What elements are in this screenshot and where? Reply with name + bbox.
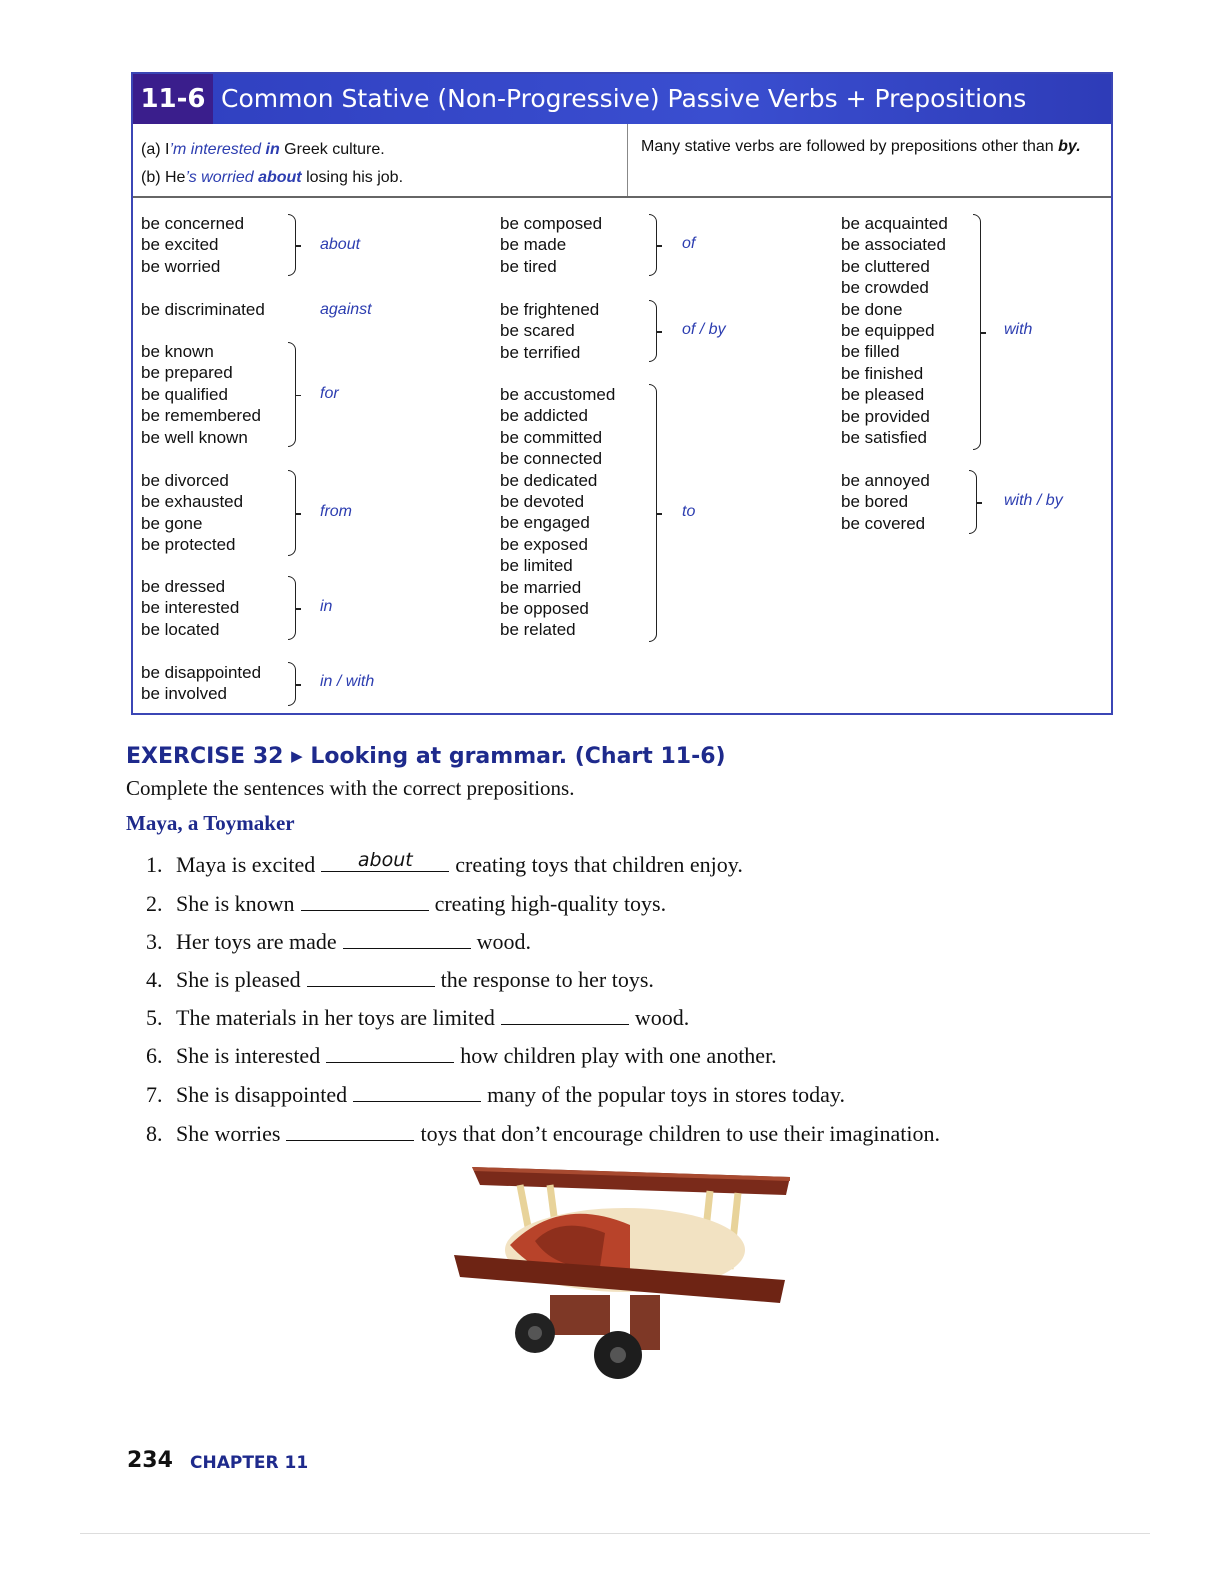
- verb-item: be done: [841, 299, 903, 319]
- verb-item: be crowded: [841, 278, 929, 298]
- sentence-number: 6.: [146, 1043, 163, 1068]
- sentence-number: 3.: [146, 929, 163, 954]
- verb-group-of-by: [500, 299, 599, 363]
- example-a-verb: ’m interested: [169, 141, 262, 158]
- example-b-label: (b) He: [141, 169, 186, 186]
- verb-item: be scared: [500, 321, 575, 341]
- answer-blank[interactable]: [286, 1120, 414, 1141]
- verb-item: be filled: [841, 342, 900, 362]
- verb-item: be disappointed: [141, 663, 262, 682]
- example-a-label: (a) I: [141, 141, 170, 158]
- brace: [288, 342, 296, 447]
- prep-to: to: [682, 503, 696, 520]
- answer-blank[interactable]: [343, 928, 471, 949]
- example-a: [141, 136, 403, 164]
- prep-with-by: with / by: [1004, 492, 1063, 509]
- verb-item: be concerned: [141, 214, 245, 233]
- sentence-after: how children play with one another.: [460, 1043, 777, 1068]
- sentence-after: the response to her toys.: [440, 967, 654, 992]
- verb-item: be engaged: [500, 513, 590, 533]
- verb-item: be annoyed: [841, 471, 930, 490]
- sentence-after: wood.: [634, 1005, 690, 1030]
- verb-item: be provided: [841, 406, 930, 426]
- verb-item: be cluttered: [841, 256, 930, 276]
- verb-item: be bored: [841, 492, 909, 512]
- chapter-label: CHAPTER 11: [190, 1453, 309, 1473]
- toy-biplane-illustration: [440, 1155, 810, 1385]
- verb-item: be composed: [500, 214, 603, 233]
- sentence-before: She is disappointed: [176, 1082, 348, 1107]
- page-number: 234: [127, 1448, 173, 1473]
- verb-item: be pleased: [841, 385, 925, 405]
- sentence-7: [146, 1081, 845, 1108]
- prep-about: about: [320, 236, 361, 253]
- verb-item: be devoted: [500, 492, 585, 512]
- verb-item: be opposed: [500, 599, 589, 619]
- verb-item: be tired: [500, 256, 557, 276]
- prep-in-with: in / with: [320, 673, 375, 690]
- example-b-verb: ’s worried: [185, 169, 254, 186]
- sentence-before: Maya is excited: [176, 852, 316, 877]
- answer-blank[interactable]: [301, 890, 429, 911]
- answer-blank[interactable]: [326, 1042, 454, 1063]
- brace: [969, 470, 977, 534]
- sentence-before: She is known: [176, 891, 295, 916]
- examples-left: [141, 136, 403, 192]
- verb-group-against: [141, 299, 265, 320]
- sentence-after: many of the popular toys in stores today.: [487, 1082, 845, 1107]
- exercise-heading: Looking at grammar.: [310, 744, 568, 769]
- sentence-after: creating high-quality toys.: [434, 891, 667, 916]
- verb-item: be addicted: [500, 406, 588, 426]
- answer-blank[interactable]: [501, 1004, 629, 1025]
- verb-item: be prepared: [141, 363, 233, 383]
- verb-item: be satisfied: [841, 428, 927, 448]
- prep-from: from: [320, 503, 352, 520]
- answer-blank[interactable]: [353, 1081, 481, 1102]
- brace: [288, 214, 296, 276]
- exercise-title: [126, 744, 726, 769]
- sentence-before: She is interested: [176, 1043, 321, 1068]
- example-a-rest: Greek culture.: [284, 141, 385, 158]
- verb-item: be exhausted: [141, 492, 244, 512]
- sentence-number: 8.: [146, 1121, 163, 1146]
- verb-item: be known: [141, 342, 214, 361]
- verb-item: be excited: [141, 235, 219, 255]
- landing-gear-strut: [550, 1295, 610, 1335]
- sentence-before: She is pleased: [176, 967, 301, 992]
- sentence-2: [146, 890, 666, 917]
- brace: [649, 384, 657, 642]
- verb-item: be associated: [841, 235, 946, 255]
- verb-item: be related: [500, 620, 576, 640]
- example-b: [141, 164, 403, 192]
- exercise-chart-ref: (Chart 11-6): [574, 744, 726, 769]
- chart-title: Common Stative (Non-Progressive) Passive Verbs + Prepositions: [221, 84, 1027, 113]
- verb-item: be terrified: [500, 342, 581, 362]
- sentence-6: [146, 1042, 777, 1069]
- verb-item: be discriminated: [141, 300, 265, 319]
- prep-against: against: [320, 301, 372, 318]
- prep-for: for: [320, 385, 339, 402]
- chart-number: 11-6: [133, 74, 213, 124]
- sentence-8: [146, 1120, 940, 1147]
- sentence-before: The materials in her toys are limited: [176, 1005, 495, 1030]
- brace: [973, 214, 981, 450]
- grammar-chart: [131, 72, 1113, 715]
- verb-item: be covered: [841, 513, 926, 533]
- verb-item: be divorced: [141, 471, 229, 490]
- brace: [288, 662, 296, 706]
- wheel-hub: [528, 1326, 542, 1340]
- bottom-rule: [80, 1533, 1150, 1534]
- prep-of-by: of / by: [682, 321, 726, 338]
- verb-item: be connected: [500, 449, 603, 469]
- sentence-number: 1.: [146, 852, 163, 877]
- examples-divider: [627, 124, 628, 196]
- prep-of: of: [682, 235, 696, 252]
- verb-item: be interested: [141, 598, 240, 618]
- verb-group-for: [141, 341, 261, 448]
- brace: [288, 470, 296, 556]
- verb-item: be worried: [141, 256, 221, 276]
- verb-item: be protected: [141, 535, 236, 555]
- answer-text: about: [357, 849, 413, 871]
- verb-group-in: [141, 576, 239, 640]
- verb-item: be gone: [141, 513, 203, 533]
- verb-item: be remembered: [141, 406, 262, 426]
- verb-item: be acquainted: [841, 214, 948, 233]
- chart-note: [641, 136, 1101, 158]
- verb-item: be qualified: [141, 384, 228, 404]
- exercise-instructions: Complete the sentences with the correct prepositions.: [126, 776, 575, 800]
- verb-item: be frightened: [500, 300, 600, 319]
- prep-in: in: [320, 598, 333, 615]
- sentence-1: [146, 851, 743, 878]
- sentence-5: [146, 1004, 689, 1031]
- chart-examples: [133, 124, 1111, 198]
- verb-item: be committed: [500, 427, 603, 447]
- sentence-4: [146, 966, 654, 993]
- exercise-number: EXERCISE 32: [126, 744, 284, 769]
- sentence-number: 7.: [146, 1082, 163, 1107]
- verb-item: be finished: [841, 363, 924, 383]
- verb-item: be well known: [141, 427, 248, 447]
- verb-item: be dedicated: [500, 470, 598, 490]
- example-b-rest: losing his job.: [306, 169, 404, 186]
- verb-item: be involved: [141, 684, 228, 704]
- verb-item: be dressed: [141, 577, 226, 596]
- verb-group-in-with: [141, 662, 261, 705]
- example-a-prep: in: [265, 141, 280, 158]
- chart-header: [133, 74, 1111, 124]
- verb-item: be exposed: [500, 534, 588, 554]
- verb-item: be located: [141, 619, 220, 639]
- brace: [649, 214, 657, 276]
- verb-item: be married: [500, 577, 582, 597]
- sentence-number: 5.: [146, 1005, 163, 1030]
- sentence-before: She worries: [176, 1121, 281, 1146]
- sentence-number: 4.: [146, 967, 163, 992]
- verb-group-about: [141, 213, 244, 277]
- verb-item: be equipped: [841, 321, 935, 341]
- answer-blank[interactable]: [307, 966, 435, 987]
- wheel-hub: [610, 1347, 626, 1363]
- chart-note-by: by.: [1058, 138, 1081, 155]
- verb-group-from: [141, 470, 243, 556]
- verb-group-with-by: [841, 470, 930, 534]
- sentence-after: toys that don’t encourage children to use their imagination.: [420, 1121, 940, 1146]
- sentence-number: 2.: [146, 891, 163, 916]
- brace: [649, 300, 657, 362]
- sentence-after: wood.: [476, 929, 532, 954]
- prep-with: with: [1004, 321, 1033, 338]
- sentence-after: creating toys that children enjoy.: [455, 852, 743, 877]
- verb-item: be limited: [500, 556, 573, 576]
- chart-note-text: Many stative verbs are followed by prepositions other than: [641, 138, 1054, 155]
- verb-group-to: [500, 384, 615, 641]
- verb-item: be accustomed: [500, 385, 616, 404]
- brace: [288, 576, 296, 640]
- sentence-before: Her toys are made: [176, 929, 337, 954]
- verb-group-with: [841, 213, 948, 448]
- sentence-3: [146, 928, 531, 955]
- play-arrow-icon: ▶: [291, 747, 303, 765]
- verb-item: be made: [500, 235, 567, 255]
- answer-blank[interactable]: [321, 851, 449, 872]
- verb-group-of: [500, 213, 602, 277]
- example-b-prep: about: [258, 169, 302, 186]
- exercise-subtitle: Maya, a Toymaker: [126, 811, 295, 835]
